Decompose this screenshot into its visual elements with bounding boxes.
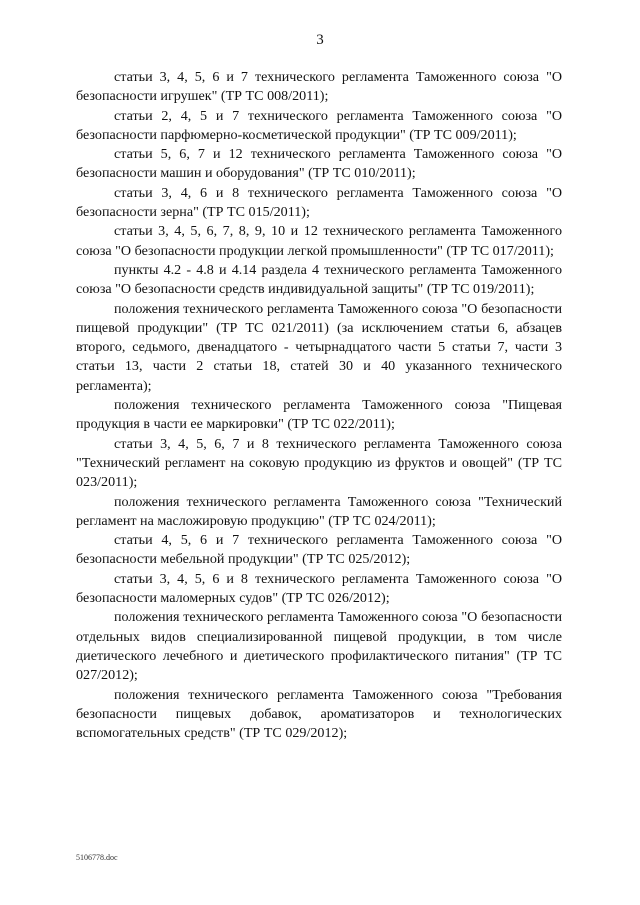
paragraph: положения технического регламента Таможенного союза "Технический регламент на масложировую продукцию" (ТР ТС 024/2011);	[76, 493, 562, 529]
page-number: 3	[316, 32, 324, 48]
paragraph: статьи 5, 6, 7 и 12 технического регламента Таможенного союза "О безопасности машин и оборудования" (ТР ТС 010/2011);	[76, 146, 562, 182]
paragraph: положения технического регламента Таможенного союза "Требования безопасности пищевых добавок, ароматизаторов и технологических вспомогательных средств" (ТР ТС 029/2012);	[76, 686, 562, 742]
paragraph: статьи 4, 5, 6 и 7 технического регламента Таможенного союза "О безопасности мебельной продукции" (ТР ТС 025/2012);	[76, 532, 562, 568]
paragraph: пункты 4.2 - 4.8 и 4.14 раздела 4 технического регламента Таможенного союза "О безопасности средств индивидуальной защиты" (ТР ТС 019/2011);	[76, 261, 562, 298]
paragraph: статьи 3, 4, 5, 6 и 7 технического регламента Таможенного союза "О безопасности игрушек" (ТР ТС 008/2011);	[76, 69, 562, 105]
paragraph: статьи 3, 4, 6 и 8 технического регламента Таможенного союза "О безопасности зерна" (ТР ТС 015/2011);	[76, 184, 562, 221]
paragraph: положения технического регламента Таможенного союза "Пищевая продукция в части ее маркировки" (ТР ТС 022/2011);	[76, 397, 562, 433]
paragraph: положения технического регламента Таможенного союза "О безопасности отдельных видов специализированной пищевой продукции, в том числе диетического лечебного и диетического профилактического питания" (ТР ТС 027/2012);	[76, 609, 562, 684]
paragraph: статьи 3, 4, 5, 6, 7, 8, 9, 10 и 12 технического регламента Таможенного союза "О безопасности продукции легкой промышленности" (ТР ТС 017/2011);	[76, 223, 562, 259]
document-body	[76, 68, 562, 743]
paragraph: статьи 3, 4, 5, 6 и 8 технического регламента Таможенного союза "О безопасности маломерных судов" (ТР ТС 026/2012);	[76, 570, 562, 607]
paragraph: статьи 3, 4, 5, 6, 7 и 8 технического регламента Таможенного союза "Технический регламент на соковую продукцию из фруктов и овощей" (ТР ТС 023/2011);	[76, 435, 562, 491]
paragraph: положения технического регламента Таможенного союза "О безопасности пищевой продукции" (ТР ТС 021/2011) (за исключением статьи 6, абзацев второго, седьмого, двенадцатого - четырнадцатого части 5 статьи 7, части 3 статьи 13, части 2 статьи 18, статей 30 и 40 указанного технического регламента);	[76, 300, 562, 394]
file-name-footer: 5106778.doc	[76, 853, 118, 862]
paragraph: статьи 2, 4, 5 и 7 технического регламента Таможенного союза "О безопасности парфюмерно-косметической продукции" (ТР ТС 009/2011);	[76, 107, 562, 143]
